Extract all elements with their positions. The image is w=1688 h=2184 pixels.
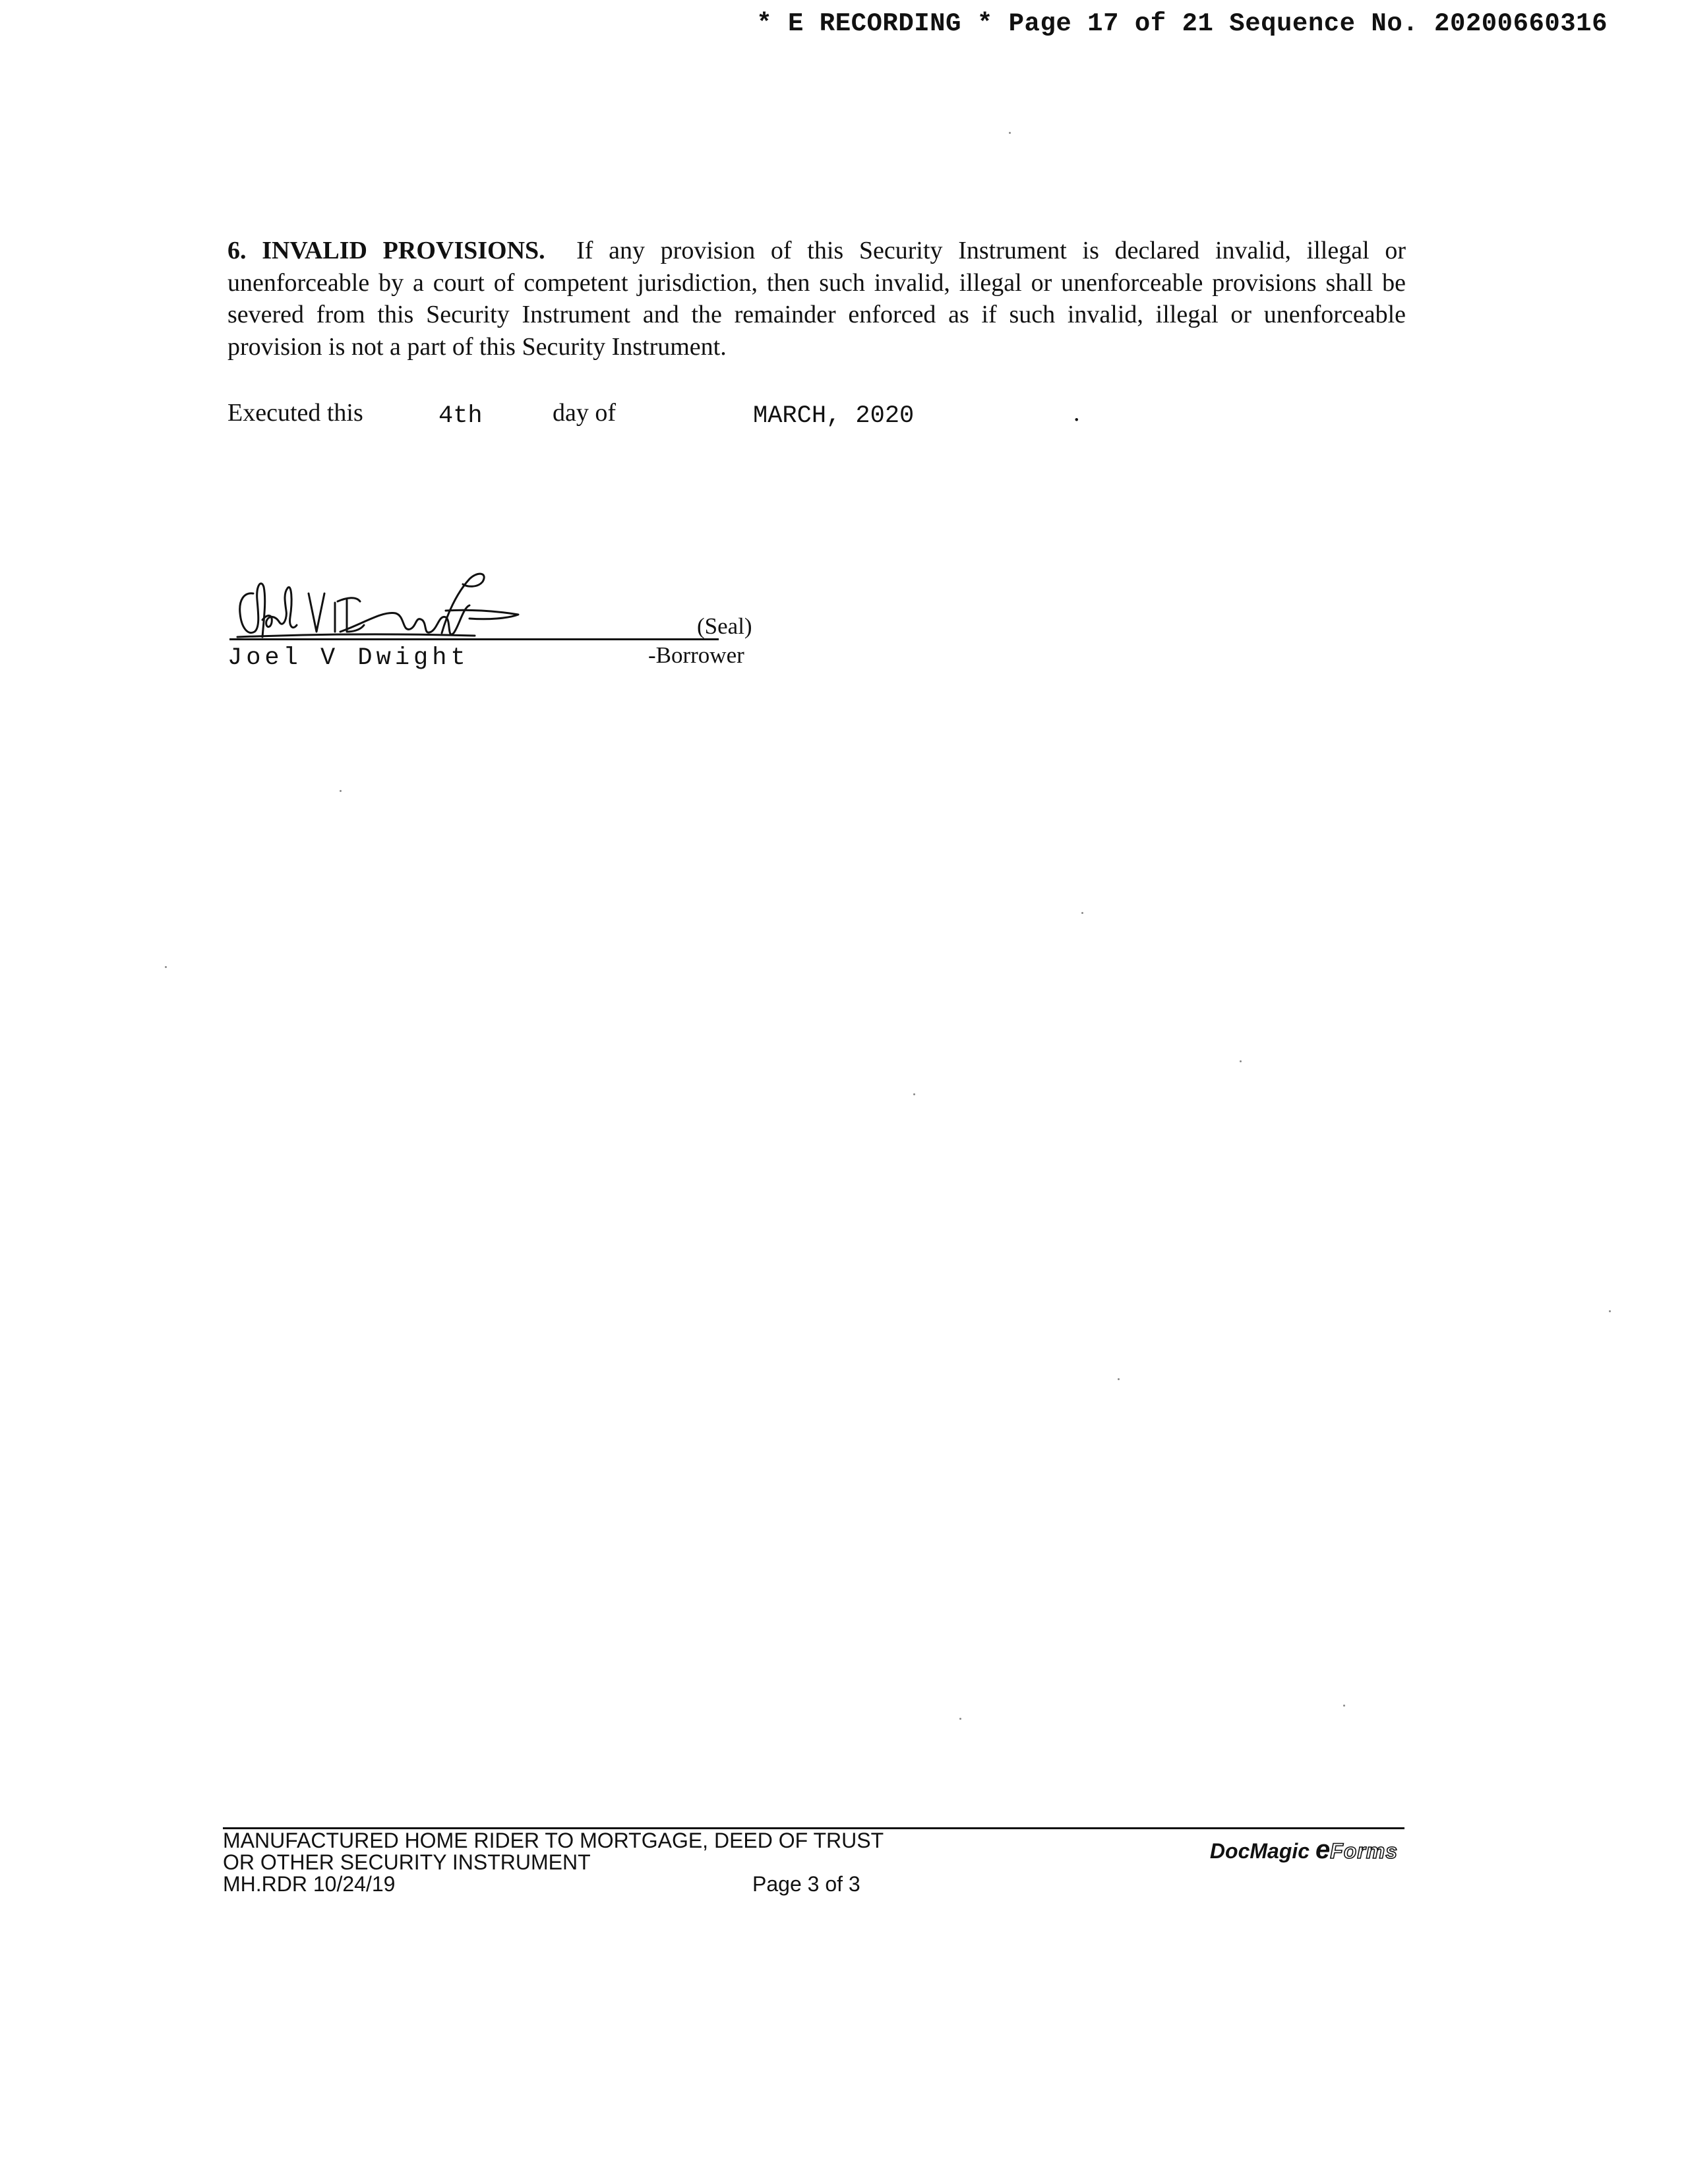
invalid-provisions-section bbox=[227, 235, 1406, 363]
day-of-label: day of bbox=[553, 399, 617, 427]
signature-line bbox=[229, 638, 719, 640]
signature-block bbox=[218, 554, 778, 686]
form-title-line1: MANUFACTURED HOME RIDER TO MORTGAGE, DEED OF TRUST bbox=[223, 1829, 884, 1852]
scan-speck bbox=[1009, 132, 1011, 134]
form-code: MH.RDR 10/24/19 bbox=[223, 1872, 396, 1896]
docmagic-logo bbox=[1209, 1835, 1398, 1864]
borrower-label: -Borrower bbox=[648, 642, 744, 668]
section-heading: 6. INVALID PROVISIONS. bbox=[227, 237, 545, 264]
form-footer bbox=[223, 1830, 1404, 1909]
signer-name: Joel V Dwight bbox=[227, 644, 469, 672]
scan-speck bbox=[1240, 1060, 1242, 1062]
period-mark: . bbox=[1073, 399, 1080, 427]
month-year-value: MARCH, 2020 bbox=[753, 402, 915, 430]
scan-speck bbox=[165, 966, 167, 968]
brand-forms: Forms bbox=[1330, 1839, 1398, 1863]
section-body: If any provision of this Security Instrument is declared invalid, illegal or unenforceable by a court of competent jurisdiction, then such invalid, illegal or unenforceable provisions shall be severed from this Security Instrument and the remainder enforced as if such invalid, illegal or unenforceable provision is not a part of this Security Instrument. bbox=[227, 237, 1406, 361]
scan-speck bbox=[1081, 912, 1083, 914]
scan-speck bbox=[1343, 1705, 1345, 1707]
scan-speck bbox=[913, 1093, 915, 1095]
execution-line bbox=[227, 398, 1217, 438]
recording-stamp: * E RECORDING * Page 17 of 21 Sequence No. 20200660316 bbox=[756, 9, 1608, 38]
scan-speck bbox=[959, 1718, 961, 1720]
scan-speck bbox=[340, 790, 342, 792]
seal-label: (Seal) bbox=[697, 613, 752, 639]
day-value: 4th bbox=[438, 402, 483, 430]
scan-speck bbox=[1118, 1378, 1120, 1380]
page-number: Page 3 of 3 bbox=[752, 1872, 860, 1896]
scan-speck bbox=[1609, 1310, 1611, 1312]
brand-name: DocMagic bbox=[1209, 1839, 1310, 1863]
form-title-line2: OR OTHER SECURITY INSTRUMENT bbox=[223, 1850, 591, 1874]
executed-label: Executed this bbox=[227, 399, 363, 427]
brand-e: e bbox=[1315, 1835, 1331, 1864]
